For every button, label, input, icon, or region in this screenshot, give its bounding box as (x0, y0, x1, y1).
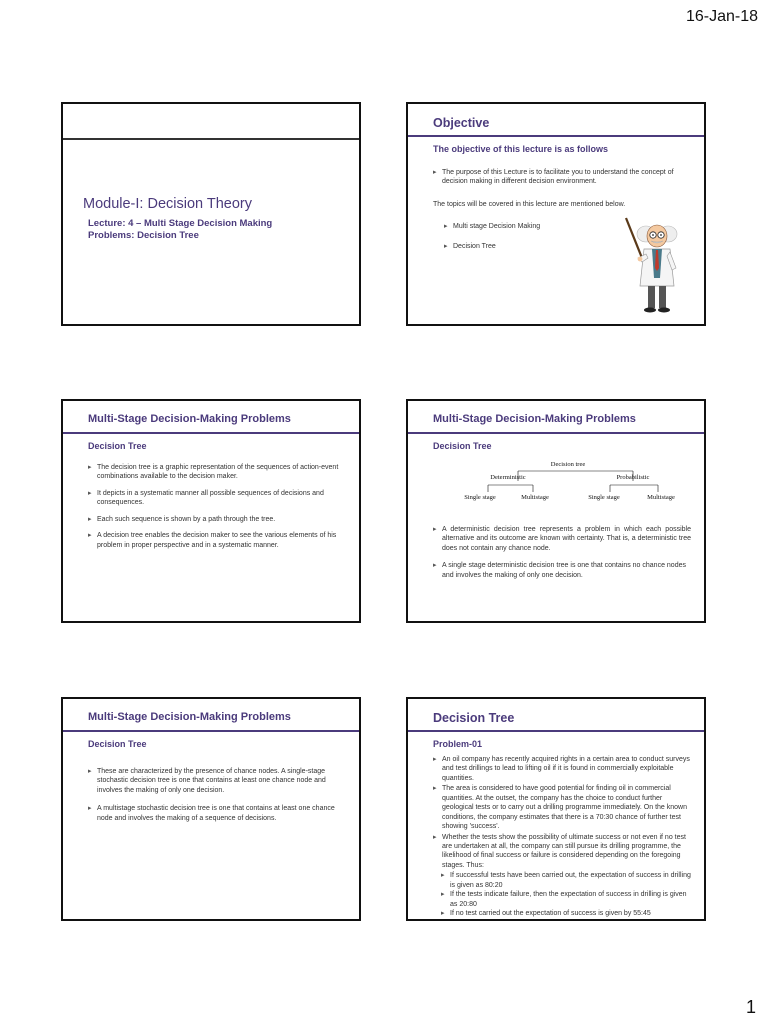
slide-rule (408, 135, 704, 137)
tree-left-multi-label: Multistage (521, 494, 549, 501)
topic-item: ▸ Decision Tree (444, 242, 496, 251)
lecture-subtitle-line1: Lecture: 4 – Multi Stage Decision Making (88, 218, 273, 229)
bullet-item: ▸ An oil company has recently acquired rights in a certain area to conduct surveys and test drillings to lead to lifting oil if it is found in commercially exploitable quantities. (433, 755, 695, 783)
slide-subheading: The objective of this lecture is as follows (433, 144, 609, 154)
slide-rule (63, 432, 359, 434)
bullet-item: ▸ A decision tree enables the decision maker to see the various elements of his problem in proper perspective and in a systematic manner. (88, 531, 346, 550)
tree-right-label: Probabilistic (616, 474, 650, 481)
slide-rule (63, 138, 359, 140)
bullet-item: ▸ The decision tree is a graphic representation of the sequences of action-event combinations available to the decision maker. (88, 463, 346, 482)
bullet-item: ▸ The area is considered to have good potential for finding oil in commercial quantities. At the outset, the company has the choice to conduct further geological tests or to carry out a drilling programme immediately. On the known conditions, the company estimates that there is a 70:30 chance of further test showing 'success'. (433, 784, 695, 831)
slide-subheading: Decision Tree (88, 739, 147, 749)
lecture-subtitle-line2: Problems: Decision Tree (88, 230, 199, 242)
page-date: 16-Jan-18 (685, 8, 758, 25)
sub-bullet-item: ▸ If successful tests have been carried out, the expectation of success in drilling is given as 80:20 (441, 871, 695, 890)
slide-subheading: Problem-01 (433, 739, 483, 749)
slide-4 (406, 399, 706, 623)
slide-subheading: Decision Tree (88, 441, 147, 451)
slide-3 (61, 399, 361, 623)
topic-item: ▸ Multi stage Decision Making (444, 222, 540, 231)
sub-bullet-item: ▸ If no test carried out the expectation of success is given by 55:45 (441, 909, 695, 918)
bullet-item: ▸ These are characterized by the presence of chance nodes. A single-stage stochastic decision tree is one that contains at least one chance node and involves the making of only one decision. (88, 767, 346, 795)
bullet-item: ▸ It depicts in a systematic manner all possible sequences of decisions and consequences. (88, 489, 346, 508)
slide-subheading: Decision Tree (433, 441, 492, 451)
slide-title: Objective (433, 116, 490, 130)
slide-rule (408, 432, 704, 434)
slide-title: Multi-Stage Decision-Making Problems (88, 413, 291, 425)
topics-intro: The topics will be covered in this lecture are mentioned below. (433, 201, 626, 208)
bullet-item: ▸ A deterministic decision tree represents a problem in which each possible alternative and its outcome are known with certainty. That is, a deterministic tree does not contain any chance node. (433, 525, 691, 553)
page-number: 1 (745, 997, 756, 1017)
slide-title: Decision Tree (433, 711, 515, 725)
slide-5 (61, 697, 361, 921)
tree-left-single-label: Single stage (464, 494, 496, 501)
slide-title: Multi-Stage Decision-Making Problems (433, 413, 636, 425)
bullet-item: ▸ A single stage deterministic decision tree is one that contains no chance nodes and involves the making of only one decision. (433, 561, 691, 580)
bullet-item: ▸ Whether the tests show the possibility of ultimate success or not even if no test are undertaken at all, the company can still pursue its drilling programme, the likelihood of final success or failure is considered depending on the foregoing stages. Thus: (433, 833, 695, 871)
objective-bullet: ▸ The purpose of this Lecture is to facilitate you to understand the concept of decision making in different decision environment. (433, 168, 697, 187)
slide-6 (406, 697, 706, 921)
bullet-item: ▸ A multistage stochastic decision tree is one that contains at least one chance node and involves the making of a sequence of decisions. (88, 804, 346, 823)
professor-illustration (616, 216, 696, 316)
slide-rule (63, 730, 359, 732)
slide-1 (61, 102, 361, 326)
tree-right-multi-label: Multistage (647, 494, 675, 501)
slide-2 (406, 102, 706, 326)
tree-right-single-label: Single stage (588, 494, 620, 501)
tree-root-label: Decision tree (550, 461, 586, 468)
slide-rule (408, 730, 704, 732)
decision-tree-diagram (408, 459, 706, 509)
slide-title: Multi-Stage Decision-Making Problems (88, 711, 291, 723)
tree-left-label: Deterministic (490, 474, 526, 481)
lecture-subtitle (88, 218, 272, 243)
sub-bullet-item: ▸ If the tests indicate failure, then the expectation of success in drilling is given as 20:80 (441, 890, 695, 909)
module-title: Module-I: Decision Theory (83, 196, 252, 212)
bullet-item: ▸ Each such sequence is shown by a path through the tree. (88, 515, 346, 524)
